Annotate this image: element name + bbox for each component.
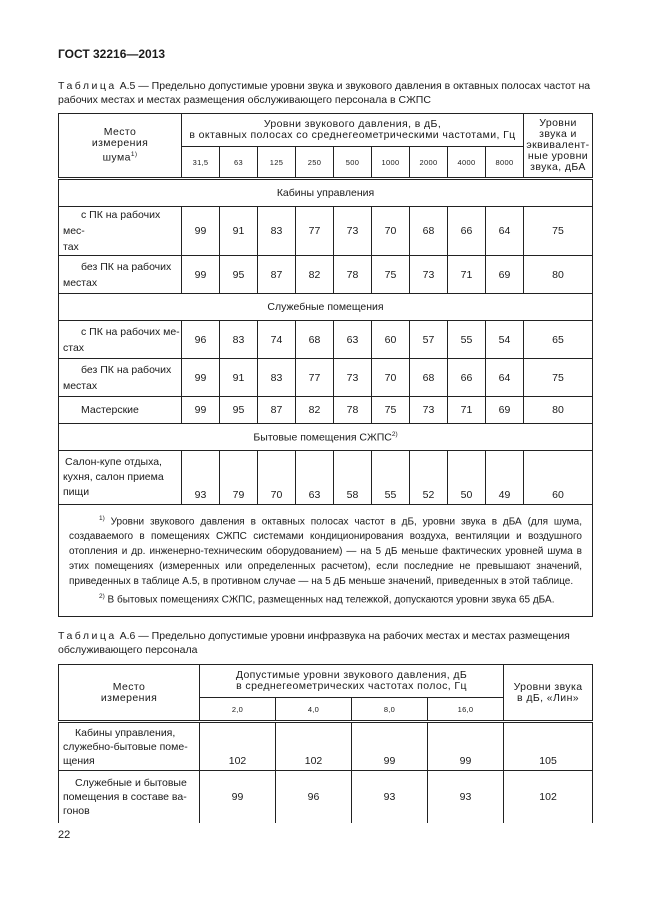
cell: 49 xyxy=(486,451,524,505)
cell-total: 102 xyxy=(504,771,593,823)
freq-header: 2,0 xyxy=(200,698,276,722)
freq-header: 4,0 xyxy=(276,698,352,722)
table-a6-caption-word: Таблица xyxy=(58,630,117,642)
row-label-line-2: тах xyxy=(63,241,79,253)
cell: 52 xyxy=(410,451,448,505)
row-label-line-2: помещения в составе ва- xyxy=(63,790,187,803)
footnote-ref-2: 2) xyxy=(391,430,398,438)
table-a6-header-total xyxy=(504,665,593,722)
cell: 79 xyxy=(220,451,258,505)
cell: 71 xyxy=(448,397,486,424)
header-place-line-2: измерения xyxy=(91,137,149,150)
table-a6-caption xyxy=(58,629,592,657)
row-label-line-2: стах xyxy=(63,341,85,354)
table-a6-caption-text: А.6 — Предельно допустимые уровни инфразвука на рабочих местах и местах размещения обслуживающего персонала xyxy=(58,630,570,656)
cell: 68 xyxy=(410,359,448,397)
table-row xyxy=(59,397,593,424)
row-label-line-2: местах xyxy=(63,379,98,392)
header-levels-line-2: в среднегеометрических частотах полос, Гц xyxy=(236,680,467,692)
header-levels-line-2: в октавных полосах со среднегеометрическими частотами, Гц xyxy=(189,129,516,141)
cell: 83 xyxy=(258,359,296,397)
cell: 99 xyxy=(352,722,428,771)
cell: 68 xyxy=(296,321,334,359)
table-row xyxy=(59,321,593,359)
cell: 99 xyxy=(200,771,276,823)
cell-total: 65 xyxy=(524,321,593,359)
cell: 87 xyxy=(258,397,296,424)
cell: 93 xyxy=(352,771,428,823)
header-place-line-1: Место xyxy=(103,126,137,139)
footnote-1 xyxy=(69,511,582,589)
cell: 58 xyxy=(334,451,372,505)
cell-total: 105 xyxy=(504,722,593,771)
header-place-line-1: Место xyxy=(112,680,146,693)
header-place-line-3-text: шума xyxy=(102,151,131,164)
cell: 91 xyxy=(220,207,258,256)
freq-header: 8000 xyxy=(486,147,524,179)
cell: 73 xyxy=(334,207,372,256)
row-label xyxy=(59,771,200,823)
row-label xyxy=(59,256,182,294)
cell: 99 xyxy=(182,207,220,256)
table-a5-header-levels xyxy=(182,114,524,147)
cell: 64 xyxy=(486,359,524,397)
freq-header: 8,0 xyxy=(352,698,428,722)
section-title xyxy=(59,424,593,451)
freq-header: 4000 xyxy=(448,147,486,179)
freq-header: 16,0 xyxy=(428,698,504,722)
row-label xyxy=(59,397,182,424)
row-label-line-1: с ПК на рабочих мес- xyxy=(63,209,161,237)
row-label-line-2: местах xyxy=(63,276,98,289)
cell: 102 xyxy=(276,722,352,771)
table-row xyxy=(59,359,593,397)
table-row xyxy=(59,771,593,823)
cell: 75 xyxy=(372,397,410,424)
cell: 64 xyxy=(486,207,524,256)
row-label-line-1: Салон-купе отдыха, xyxy=(65,456,162,468)
table-a6-header-levels xyxy=(200,665,504,698)
table-a6-header-place xyxy=(59,665,200,722)
row-label-line-1: Кабины управления, xyxy=(75,726,176,739)
freq-header: 31,5 xyxy=(182,147,220,179)
header-levels-line-1: Допустимые уровни звукового давления, дБ xyxy=(235,669,468,681)
row-label xyxy=(59,207,182,256)
row-label-line-1: Служебные и бытовые xyxy=(75,776,187,789)
row-label-line-3: пищи xyxy=(63,486,90,498)
cell: 78 xyxy=(334,256,372,294)
footnote-1-mark: 1) xyxy=(99,515,105,522)
cell: 75 xyxy=(372,256,410,294)
cell: 99 xyxy=(182,359,220,397)
row-label-line-1: с ПК на рабочих ме- xyxy=(81,325,180,338)
row-label-line-1: без ПК на рабочих xyxy=(81,260,172,273)
footnote-2-mark: 2) xyxy=(99,593,105,601)
page-number: 22 xyxy=(58,829,71,841)
row-label-line-2: кухня, салон приема xyxy=(63,471,164,483)
header-eq-line-1: Уровни xyxy=(539,117,577,129)
cell: 91 xyxy=(220,359,258,397)
table-a5-header-eq xyxy=(524,114,593,179)
cell: 74 xyxy=(258,321,296,359)
cell: 70 xyxy=(372,359,410,397)
section-title-text: Бытовые помещения СЖПС xyxy=(253,431,392,444)
footnote-2 xyxy=(69,589,582,607)
freq-header: 63 xyxy=(220,147,258,179)
freq-header: 250 xyxy=(296,147,334,179)
table-row xyxy=(59,207,593,256)
footnote-ref-1: 1) xyxy=(130,151,138,159)
header-place-line-2: измерения xyxy=(100,691,158,704)
row-label xyxy=(59,722,200,771)
table-row xyxy=(59,256,593,294)
section-title: Кабины управления xyxy=(59,179,593,207)
table-a5-footnotes xyxy=(59,505,593,617)
cell-total: 80 xyxy=(524,397,593,424)
cell: 69 xyxy=(486,397,524,424)
cell: 54 xyxy=(486,321,524,359)
cell: 96 xyxy=(276,771,352,823)
footnote-2-text: В бытовых помещениях СЖПС, размещенных над тележкой, допускаются уровни звука 65 дБА. xyxy=(104,594,555,606)
cell: 55 xyxy=(448,321,486,359)
cell: 83 xyxy=(220,321,258,359)
cell-total: 80 xyxy=(524,256,593,294)
row-label-line-1: Мастерские xyxy=(81,404,139,416)
freq-header: 500 xyxy=(334,147,372,179)
cell: 93 xyxy=(182,451,220,505)
table-a5-header-place xyxy=(59,114,182,179)
freq-header: 125 xyxy=(258,147,296,179)
row-label-line-1: без ПК на рабочих xyxy=(81,363,172,376)
row-label-line-3: щения xyxy=(63,754,95,767)
header-eq-line-2: звука и xyxy=(539,128,577,140)
cell: 95 xyxy=(220,256,258,294)
header-eq-line-3: эквивалент- xyxy=(526,139,590,151)
cell: 82 xyxy=(296,256,334,294)
table-row xyxy=(59,722,593,771)
cell: 63 xyxy=(334,321,372,359)
cell: 99 xyxy=(182,256,220,294)
cell: 73 xyxy=(410,256,448,294)
cell: 71 xyxy=(448,256,486,294)
header-levels-line-1: Уровни звукового давления, в дБ, xyxy=(263,118,442,130)
table-row xyxy=(59,451,593,505)
freq-header: 2000 xyxy=(410,147,448,179)
cell: 102 xyxy=(200,722,276,771)
cell: 70 xyxy=(372,207,410,256)
header-total-line-1: Уровни звука xyxy=(513,680,583,693)
cell: 66 xyxy=(448,359,486,397)
section-title: Служебные помещения xyxy=(59,294,593,321)
cell: 70 xyxy=(258,451,296,505)
cell: 73 xyxy=(410,397,448,424)
table-a5 xyxy=(58,113,593,617)
cell: 95 xyxy=(220,397,258,424)
cell: 93 xyxy=(428,771,504,823)
cell: 55 xyxy=(372,451,410,505)
cell: 57 xyxy=(410,321,448,359)
cell-total: 60 xyxy=(524,451,593,505)
page-header-title: ГОСТ 32216—2013 xyxy=(58,47,166,61)
table-a5-caption-text: А.5 — Предельно допустимые уровни звука и звукового давления в октавных полосах частот на рабочих местах и местах размещения обслуживающего персонала в СЖПС xyxy=(58,80,591,106)
cell: 83 xyxy=(258,207,296,256)
row-label-line-3: гонов xyxy=(63,804,90,817)
row-label xyxy=(59,321,182,359)
cell-total: 75 xyxy=(524,359,593,397)
table-a6 xyxy=(58,664,593,823)
footnote-1-text: Уровни звукового давления в октавных полосах частот в дБ, уровни звука в дБА (для шума, создаваемого в помещениях СЖПС системами кондиционирования воздуха, вентиляции и воздушного отопления и др. инженерно-техническим оборудованием) — на 5 дБ меньше фактических уровней шума в этих помещениях (измеренных или определенных расчетом), если последние не превышают значений, приведенных в таблице А.5, в противном случае — на 5 дБ меньше значений, приведенных в этой таблице. xyxy=(69,516,582,588)
header-place-line-3 xyxy=(59,149,181,164)
cell-total: 75 xyxy=(524,207,593,256)
cell: 69 xyxy=(486,256,524,294)
row-label-line-2: служебно-бытовые поме- xyxy=(63,740,188,753)
cell: 77 xyxy=(296,207,334,256)
cell: 73 xyxy=(334,359,372,397)
cell: 78 xyxy=(334,397,372,424)
row-label xyxy=(59,359,182,397)
cell: 68 xyxy=(410,207,448,256)
row-label xyxy=(59,451,182,505)
table-a5-caption xyxy=(58,79,592,107)
table-a5-caption-word: Таблица xyxy=(58,80,117,92)
cell: 60 xyxy=(372,321,410,359)
cell: 50 xyxy=(448,451,486,505)
cell: 82 xyxy=(296,397,334,424)
header-eq-line-4: ные уровни xyxy=(527,150,589,162)
cell: 87 xyxy=(258,256,296,294)
cell: 63 xyxy=(296,451,334,505)
header-eq-line-5: звука, дБА xyxy=(530,161,586,173)
cell: 99 xyxy=(428,722,504,771)
cell: 99 xyxy=(182,397,220,424)
cell: 66 xyxy=(448,207,486,256)
header-total-line-2: в дБ, «Лин» xyxy=(517,691,580,704)
freq-header: 1000 xyxy=(372,147,410,179)
cell: 77 xyxy=(296,359,334,397)
cell: 96 xyxy=(182,321,220,359)
